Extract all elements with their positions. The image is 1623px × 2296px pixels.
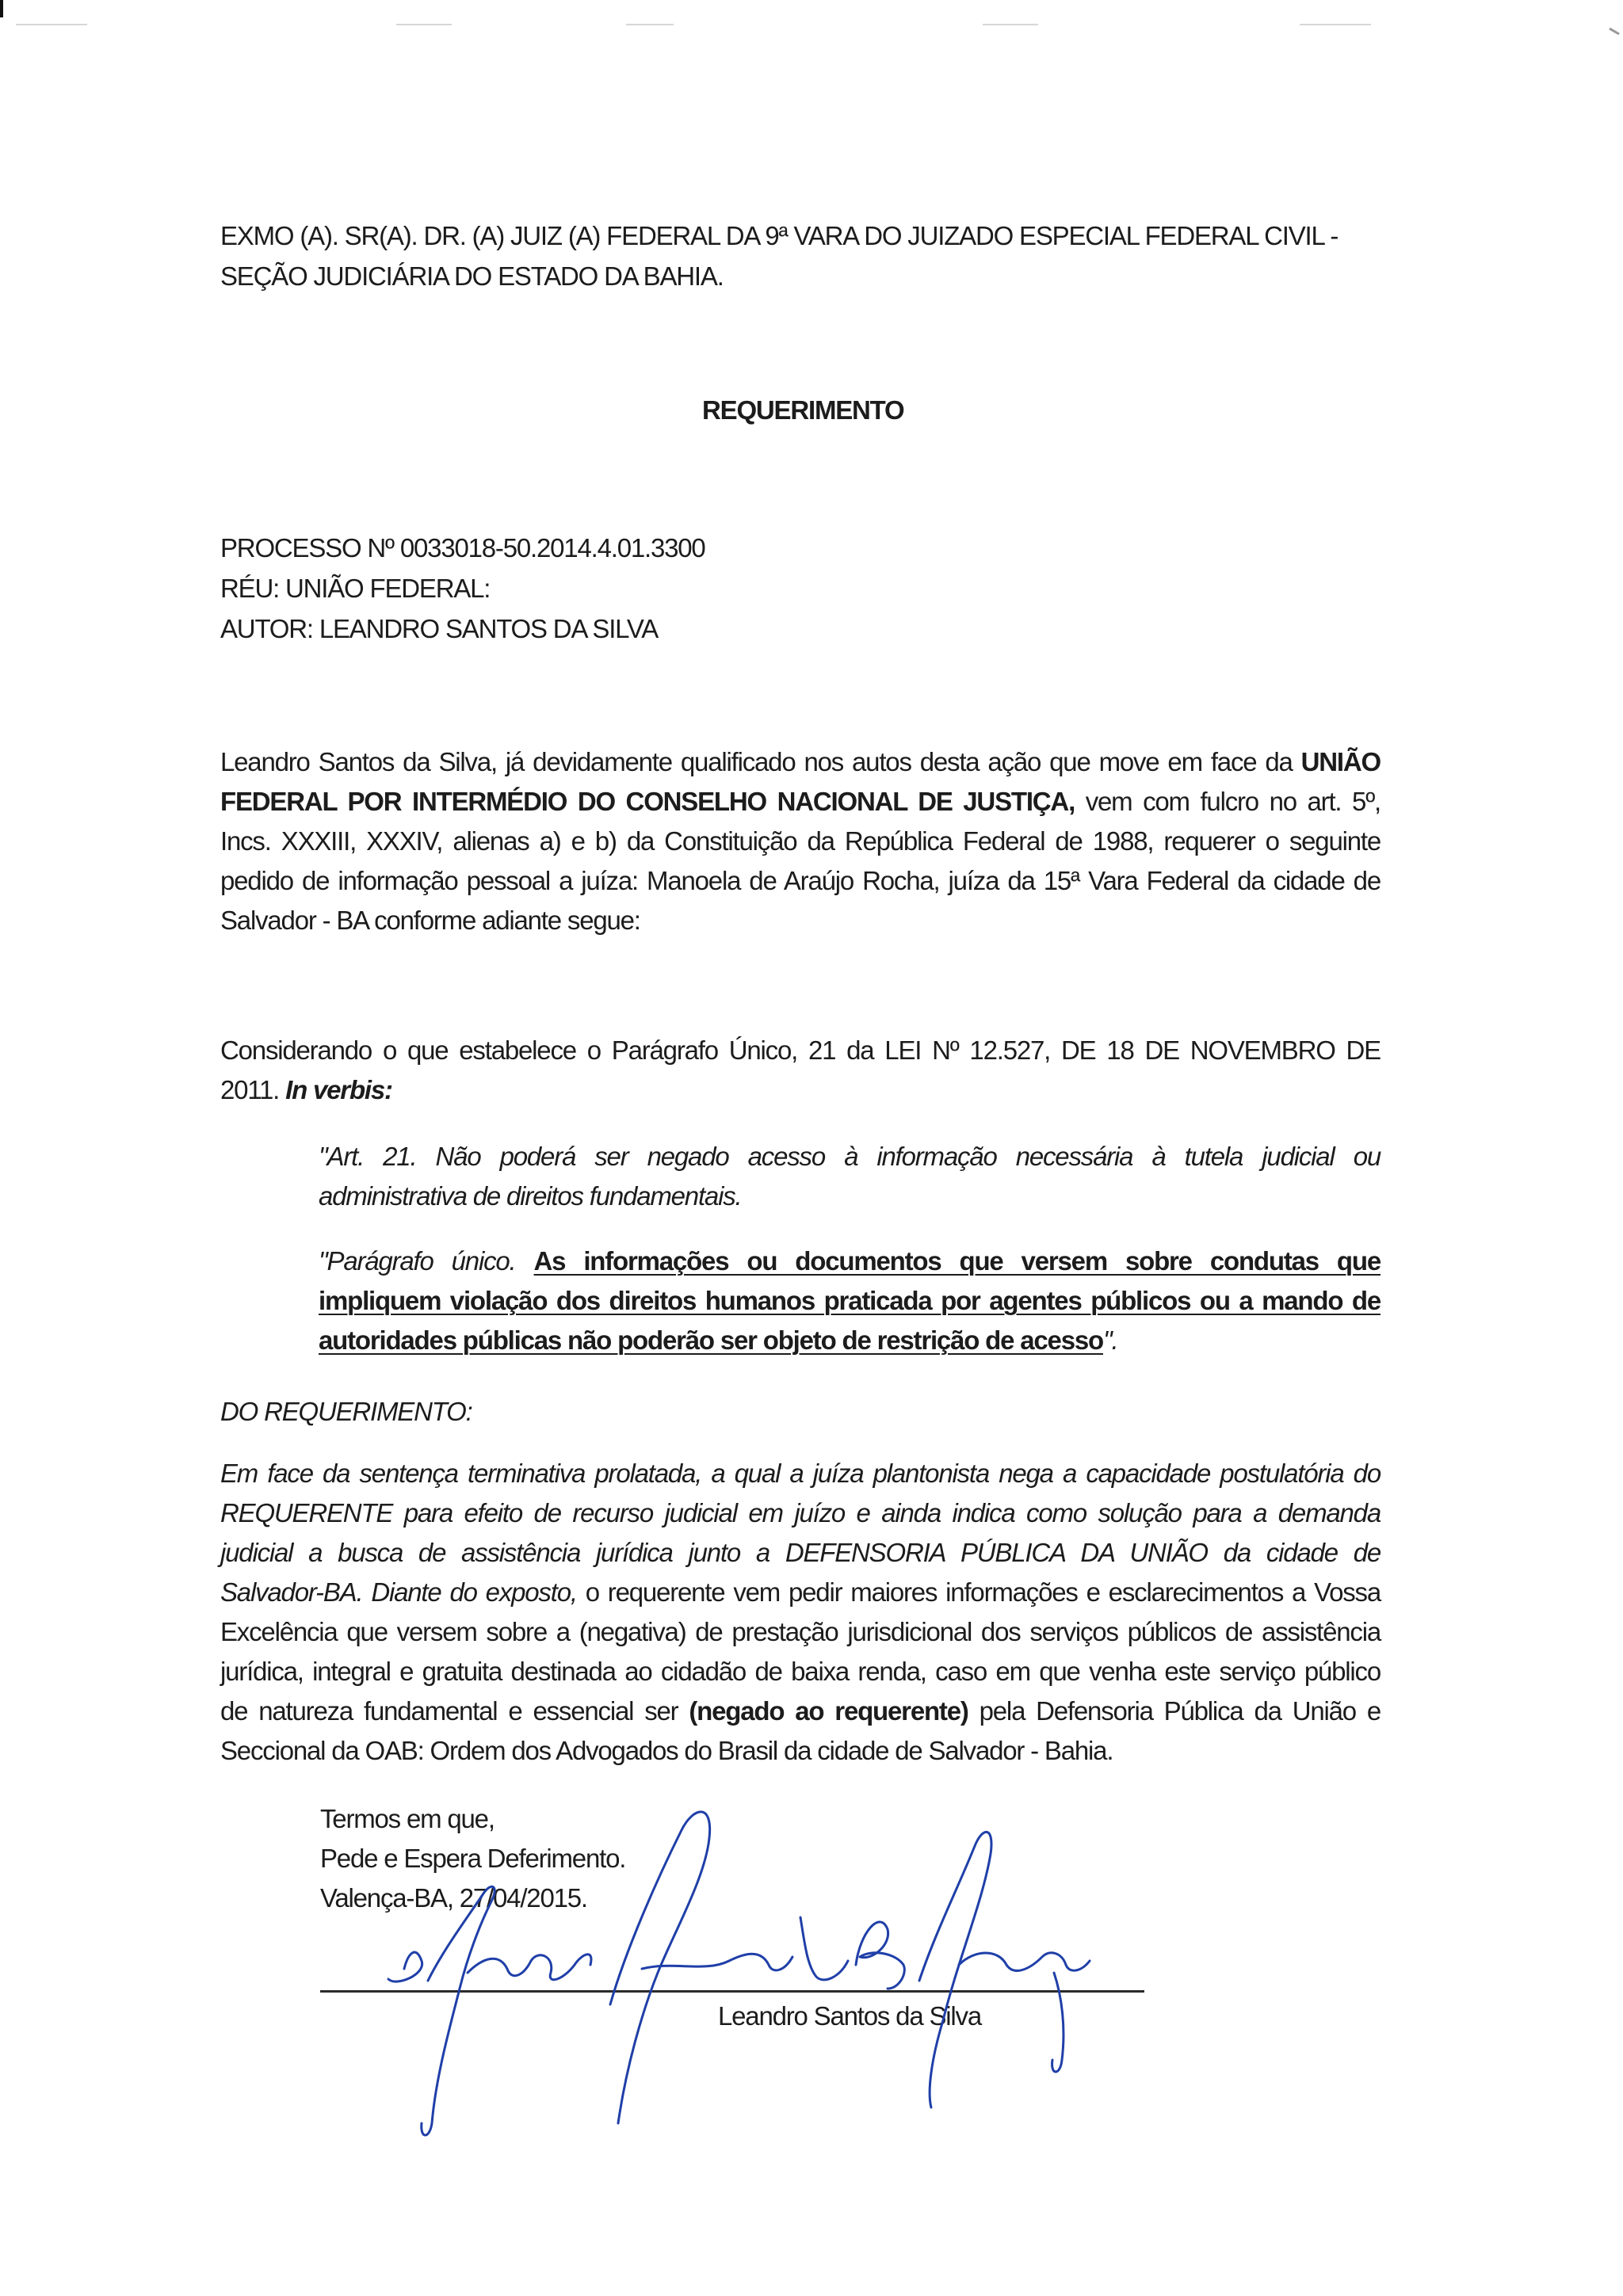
quote-paragraph-label: "Parágrafo único. [319, 1246, 516, 1276]
case-plaintiff: AUTOR: LEANDRO SANTOS DA SILVA [220, 614, 659, 643]
request-line-7 [220, 1695, 1381, 1727]
intro-text: Leandro Santos da Silva, já devidamente qualificado nos autos desta ação que move em face da [220, 747, 1293, 776]
document-title: REQUERIMENTO [702, 395, 904, 425]
quote-paragraph-line-2: impliquem violação dos direitos humanos praticada por agentes públicos ou a mando de [319, 1286, 1381, 1315]
considerando-line-2 [220, 1074, 392, 1106]
closing-line-2: Pede e Espera Deferimento. [320, 1844, 626, 1873]
intro-line-5: Salvador - BA conforme adiante segue: [220, 906, 640, 935]
considerando-year: 2011. [220, 1075, 280, 1104]
addressee-line-1: EXMO (A). SR(A). DR. (A) JUIZ (A) FEDERAL DA 9ª VARA DO JUIZADO ESPECIAL FEDERAL CIVIL - [220, 221, 1338, 250]
intro-text: vem com fulcro no art. 5º, [1085, 787, 1381, 816]
request-line-6: jurídica, integral e gratuita destinada ao cidadão de baixa renda, caso em que venha este serviço público [220, 1657, 1381, 1686]
signature-stroke [800, 1917, 848, 1980]
quote-paragraph-underlined: autoridades públicas não poderão ser objeto de restrição de acesso [319, 1325, 1103, 1355]
addressee-line-2: SEÇÃO JUDICIÁRIA DO ESTADO DA BAHIA. [220, 261, 724, 291]
signature-stroke [1052, 1973, 1064, 2072]
intro-line-4: pedido de informação pessoal a juíza: Manoela de Araújo Rocha, juíza da 15ª Vara Federal da cidade de [220, 866, 1381, 895]
quote-article-line-2: administrativa de direitos fundamentais. [319, 1181, 742, 1211]
closing-date: Valença-BA, 27/04/2015. [320, 1883, 587, 1913]
case-number: PROCESSO Nº 0033018-50.2014.4.01.3300 [220, 533, 705, 563]
section-heading: DO REQUERIMENTO: [220, 1397, 472, 1426]
intro-line-1 [220, 746, 1381, 778]
quote-close: ". [1102, 1325, 1118, 1355]
intro-bold-text: UNIÃO [1300, 747, 1381, 776]
request-text: de natureza fundamental e essencial ser [220, 1696, 678, 1726]
intro-line-3: Incs. XXXIII, XXXIV, alienas a) e b) da Constituição da República Federal de 1988, requerer o seguinte [220, 826, 1381, 856]
scan-dash [16, 24, 87, 25]
scan-dash [396, 24, 452, 25]
scan-dash [1300, 24, 1371, 25]
quote-paragraph-line-3 [319, 1325, 1117, 1356]
request-line-8: Seccional da OAB: Ordem dos Advogados do Brasil da cidade de Salvador - Bahia. [220, 1736, 1113, 1765]
case-defendant: RÉU: UNIÃO FEDERAL: [220, 574, 491, 603]
quote-paragraph-line-1 [319, 1245, 1381, 1277]
signature-stroke [468, 1955, 591, 1980]
considerando-line-1: Considerando o que estabelece o Parágrafo Único, 21 da LEI Nº 12.527, DE 18 DE NOVEMBRO DE [220, 1035, 1381, 1065]
request-bold-text: (negado ao requerente) [689, 1696, 968, 1726]
request-text: pela Defensoria Pública da União e [979, 1696, 1381, 1726]
scan-dash [626, 24, 674, 25]
request-line-4 [220, 1577, 1381, 1608]
closing-line-1: Termos em que, [320, 1804, 495, 1833]
scan-dash [983, 24, 1038, 25]
in-verbis: In verbis: [285, 1075, 392, 1104]
scan-edge-mark [0, 0, 3, 17]
signature-stroke [919, 1832, 991, 2107]
quote-article-line-1: "Art. 21. Não poderá ser negado acesso à informação necessária à tutela judicial ou [319, 1142, 1381, 1171]
request-line-3: judicial a busca de assistência jurídica junto a DEFENSORIA PÚBLICA DA UNIÃO da cidade de [220, 1538, 1381, 1567]
request-line-2: REQUERENTE para efeito de recurso judicial em juízo e ainda indica como solução para a demanda [220, 1498, 1381, 1527]
intro-bold-text: FEDERAL POR INTERMÉDIO DO CONSELHO NACIONAL DE JUSTIÇA, [220, 787, 1075, 816]
request-line-1: Em face da sentença terminativa prolatada, a qual a juíza plantonista nega a capacidade postulatória do [220, 1459, 1381, 1488]
signatory-name: Leandro Santos da Silva [718, 2001, 981, 2031]
handwritten-signature [372, 1791, 1165, 2147]
signature-stroke [856, 1922, 904, 1989]
request-line-5: Excelência que versem sobre a (negativa) de prestação jurisdicional dos serviços públicos de assistência [220, 1617, 1381, 1646]
signature-stroke [388, 1952, 422, 1981]
quote-paragraph-underlined: As informações ou documentos que versem sobre condutas que [533, 1246, 1381, 1276]
scan-corner-mark [1609, 28, 1620, 36]
request-text: o requerente vem pedir maiores informações e esclarecimentos a Vossa [585, 1577, 1381, 1607]
signature-stroke [422, 1886, 495, 2135]
signature-stroke [959, 1953, 1090, 1971]
request-italic-text: Salvador-BA. Diante do exposto, [220, 1577, 577, 1607]
intro-line-2 [220, 786, 1381, 818]
